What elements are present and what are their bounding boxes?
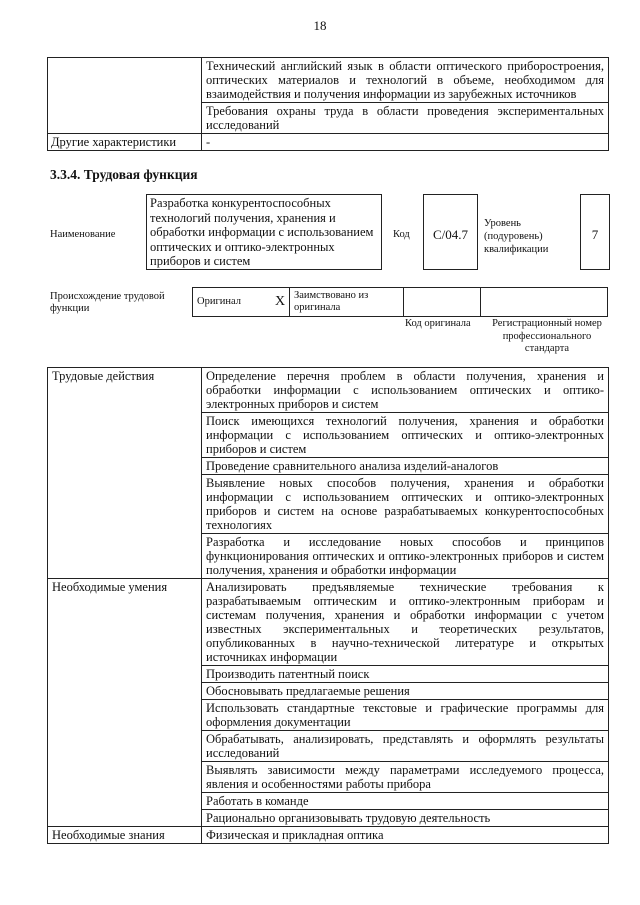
table-cell-value: Проведение сравнительного анализа изделий-аналогов [202, 458, 609, 475]
table-cell-value: Производить патентный поиск [202, 666, 609, 683]
table-cell-value: Разработка и исследование новых способов и принципов функционирования оптических и оптико-электронных приборов и систем получения, хранения и обработки информации [202, 534, 609, 579]
table-cell-value: Обосновывать предлагаемые решения [202, 683, 609, 700]
origin-original-label: Оригинал [193, 288, 272, 317]
level-label [484, 217, 574, 256]
table-cell-value: Физическая и прикладная оптика [202, 827, 609, 844]
origin-borrowed-label: Заимствовано из оригинала [290, 288, 404, 317]
table-cell-value: Поиск имеющихся технологий получения, хранения и обработки информации с использованием оптических и оптико-электронных приборов и систем [202, 413, 609, 458]
code-value: C/04.7 [423, 194, 478, 270]
table-cell-value: Выявлять зависимости между параметрами исследуемого процесса, явления и особенностями работы прибора [202, 762, 609, 793]
table-cell-label [48, 58, 202, 134]
table-cell-value: Технический английский язык в области оптического приборостроения, оптических материалов и технологий в объеме, необходимом для взаимодействия и получения информации из зарубежных источников [202, 58, 609, 103]
origin-table [192, 287, 608, 317]
origin-label: Происхождение трудовой функции [50, 291, 165, 314]
level-label-text: Уровень (подуровень) квалификации [484, 218, 549, 255]
code-original-cell [404, 288, 481, 317]
table-cell-value: Анализировать предъявляемые технические требования к разрабатываемым оптическим и оптико-электронным приборам и системам получения, хранения и обработки информации с учетом известных экспериментальных и теоретических результатов, опубликованных в научно-технической литературе и открытых источниках информации [202, 579, 609, 666]
page-number: 18 [313, 18, 327, 33]
reg-number-label: Регистрационный номер профессионального стандарта [492, 318, 602, 354]
table-cell-value: Определение перечня проблем в области получения, хранения и обработки информации с использованием оптических и оптико-электронных приборов и систем [202, 368, 609, 413]
code-label: Код [393, 229, 410, 240]
table-row [48, 134, 609, 151]
table-row [48, 58, 609, 103]
table-cell-value: Требования охраны труда в области проведения экспериментальных исследований [202, 103, 609, 134]
table-cell-value: Обрабатывать, анализировать, представлять и оформлять результаты исследований [202, 731, 609, 762]
table-row [48, 579, 609, 666]
continuation-table [47, 57, 609, 151]
reg-number-cell [481, 288, 608, 317]
table-row [193, 288, 608, 317]
code-original-label: Код оригинала [405, 318, 471, 329]
level-value: 7 [580, 194, 610, 270]
group-label: Необходимые знания [48, 827, 202, 844]
table-cell-value: Работать в команде [202, 793, 609, 810]
table-row [48, 368, 609, 413]
table-cell-value: Выявление новых способов получения, хранения и обработки информации с использованием оптических и оптико-электронных приборов и систем на основе разрабатываемых конкурентоспособных технологиях [202, 475, 609, 534]
table-row [48, 827, 609, 844]
main-table [47, 367, 609, 844]
name-label: Наименование [50, 229, 116, 240]
table-cell-value: Использовать стандартные текстовые и графические программы для оформления документации [202, 700, 609, 731]
table-cell-label: Другие характеристики [48, 134, 202, 151]
table-cell-value: - [202, 134, 609, 151]
function-name: Разработка конкурентоспособных технологий получения, хранения и обработки информации с использованием оптических и оптико-электронных приборов и систем [146, 194, 382, 270]
section-heading: 3.3.4. Трудовая функция [50, 167, 198, 182]
table-cell-value: Рационально организовывать трудовую деятельность [202, 810, 609, 827]
group-label: Необходимые умения [48, 579, 202, 827]
group-label: Трудовые действия [48, 368, 202, 579]
origin-mark: X [271, 288, 290, 317]
